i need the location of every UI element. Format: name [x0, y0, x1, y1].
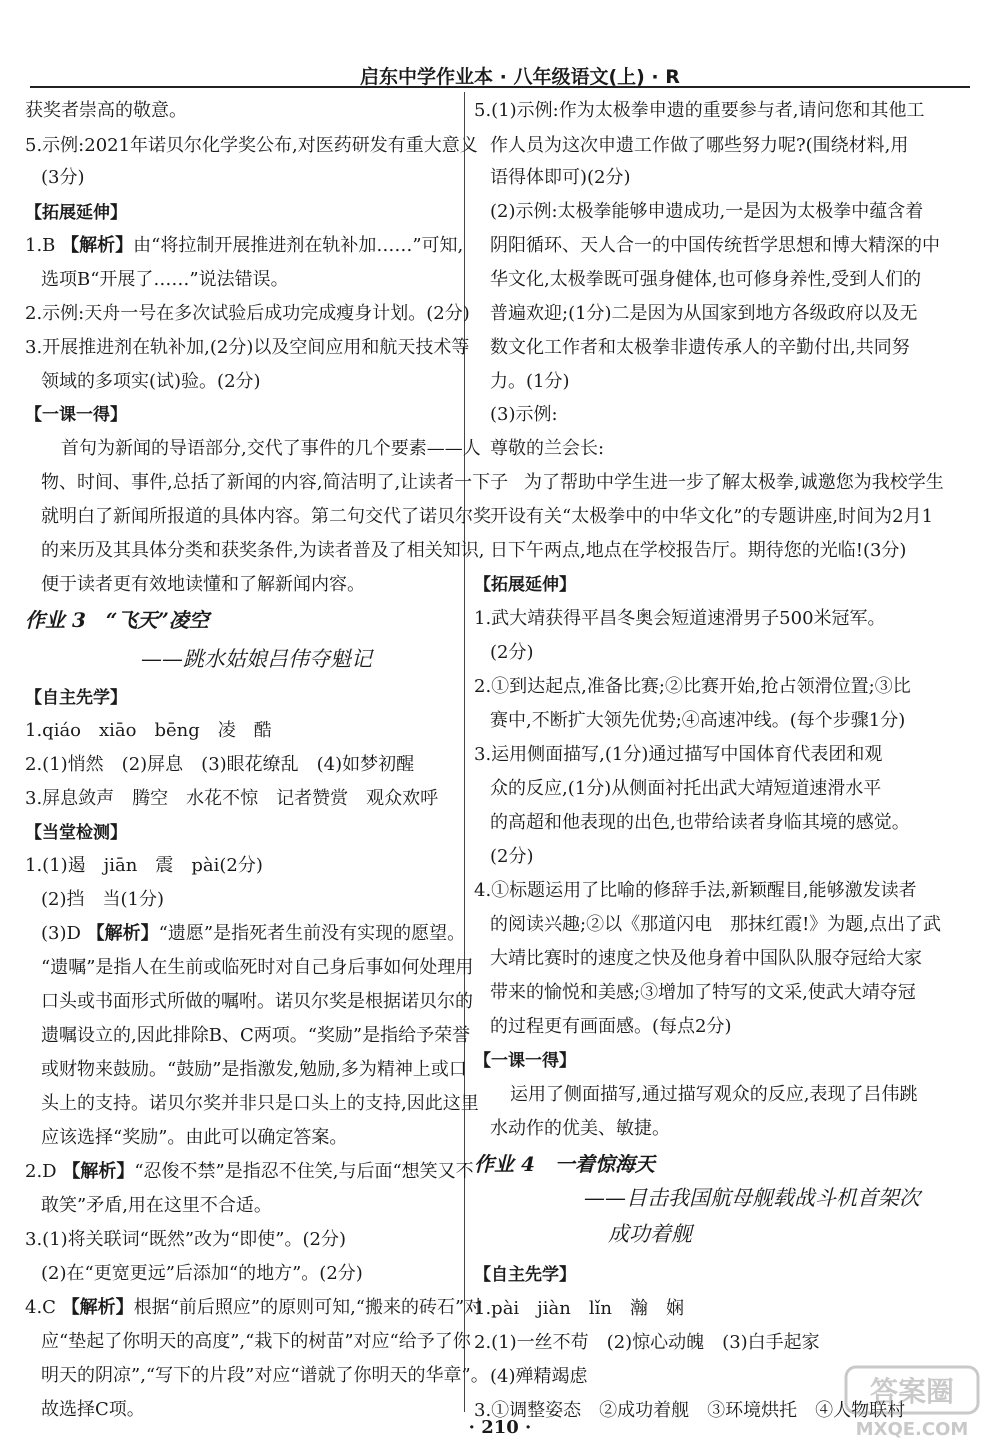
- text-line: (2)示例:太极拳能够申遗成功,一是因为太极拳中蕴含着: [490, 201, 924, 222]
- text-line: 或财物来鼓励。“鼓励”是指激发,勉励,多为精神上或口: [41, 1059, 467, 1080]
- jiexi-label: 【解析】: [62, 1161, 135, 1182]
- text-line: 普遍欢迎;(1分)二是因为从国家到地方各级政府以及无: [490, 303, 918, 324]
- column-divider: [464, 92, 465, 1412]
- section-heading-yike: 【一课一得】: [474, 1051, 576, 1071]
- section-heading-zizhu: 【自主先学】: [25, 688, 127, 708]
- page-number: · 210 ·: [468, 1417, 532, 1438]
- text-line: 的高超和他表现的出色,也带给读者身临其境的感觉。: [490, 812, 910, 833]
- jiexi-label: 【解析】: [86, 923, 159, 944]
- text-line: 尊敬的兰会长:: [490, 438, 605, 459]
- text-line: (3分): [41, 167, 85, 188]
- text-line: 2.(1)悄然 (2)屏息 (3)眼花缭乱 (4)如梦初醒: [25, 754, 415, 775]
- assignment-3-subtitle: ——跳水姑娘吕伟夺魁记: [141, 647, 372, 671]
- text-line: (2)挡 当(1分): [41, 889, 164, 910]
- text-line: (3)D 【解析】“遗愿”是指死者生前没有实现的愿望。: [41, 923, 466, 944]
- assignment-4-title: 作业 4 一着惊海天: [474, 1152, 655, 1176]
- text-line: 华文化,太极拳既可强身健体,也可修身养性,受到人们的: [490, 269, 922, 290]
- text-line: (2分): [490, 846, 534, 867]
- running-header: [30, 62, 970, 88]
- text-line: 阴阳循环、天人合一的中国传统哲学思想和博大精深的中: [490, 235, 940, 256]
- text-line: 水动作的优美、敏捷。: [490, 1118, 670, 1139]
- text-line: (4)殚精竭虑: [490, 1366, 588, 1387]
- text-line: 大靖比赛时的速度之快及他身着中国队队服夺冠给大家: [490, 948, 922, 969]
- text-line: 5.示例:2021年诺贝尔化学奖公布,对医药研发有重大意义: [25, 135, 478, 156]
- text-line: (2)在“更宽更远”后添加“的地方”。(2分): [41, 1263, 363, 1284]
- text-line: 为了帮助中学生进一步了解太极拳,诚邀您为我校学生: [524, 472, 944, 493]
- text-line: 应该选择“奖励”。由此可以确定答案。: [41, 1127, 348, 1148]
- text-line: 3.①调整姿态 ②成功着舰 ③环境烘托 ④人物联村: [474, 1400, 906, 1421]
- text-line: 3.运用侧面描写,(1分)通过描写中国体育代表团和观: [474, 744, 883, 765]
- text-line: (3)示例:: [490, 404, 558, 425]
- text-line: 数文化工作者和太极拳非遗传承人的辛勤付出,共同努: [490, 337, 910, 358]
- text-line: 的来历及其具体分类和获奖条件,为读者普及了相关知识,: [41, 540, 485, 561]
- jiexi-label: 【解析】: [61, 235, 134, 256]
- section-heading-tuozhan: 【拓展延伸】: [474, 575, 576, 595]
- text-line: 3.(1)将关联词“既然”改为“即使”。(2分): [25, 1229, 346, 1250]
- section-heading-dangtang: 【当堂检测】: [25, 823, 127, 843]
- text-line: 应“垫起了你明天的高度”,“栽下的树苗”对应“给予了你: [41, 1331, 471, 1352]
- assignment-4-subtitle-cont: 成功着舰: [608, 1222, 692, 1246]
- text-line: 选项B“开展了……”说法错误。: [41, 269, 289, 290]
- text-line: 4.①标题运用了比喻的修辞手法,新颖醒目,能够激发读者: [474, 880, 917, 901]
- section-heading-zizhu: 【自主先学】: [474, 1265, 576, 1285]
- text-line: 1.qiáo xiāo bēng 凌 酷: [25, 720, 272, 741]
- text-line: 赛中,不断扩大领先优势;④高速冲线。(每个步骤1分): [490, 710, 906, 731]
- text-line: 物、时间、事件,总括了新闻的内容,简洁明了,让读者一下子: [41, 472, 509, 493]
- text-line: 头上的支持。诺贝尔奖并非只是口头上的支持,因此这里: [41, 1093, 479, 1114]
- text-line: 2.(1)一丝不苟 (2)惊心动魄 (3)白手起家: [474, 1332, 820, 1353]
- text-line: 1.(1)遏 jiān 震 pài(2分): [25, 855, 263, 876]
- text-line: 众的反应,(1分)从侧面衬托出武大靖短道速滑水平: [490, 778, 882, 799]
- text-line: 明天的阴凉”,“写下的片段”对应“谱就了你明天的华章”。: [41, 1365, 489, 1386]
- text-line: 日下午两点,地点在学校报告厅。期待您的光临!(3分): [490, 540, 907, 561]
- section-heading-yike: 【一课一得】: [25, 405, 127, 425]
- text-line: 就明白了新闻所报道的具体内容。第二句交代了诺贝尔奖: [41, 506, 491, 527]
- text-line: 便于读者更有效地读懂和了解新闻内容。: [41, 574, 365, 595]
- jiexi-label: 【解析】: [61, 1297, 134, 1318]
- text-line: 4.C 【解析】根据“前后照应”的原则可知,“搬来的砖石”对: [25, 1297, 483, 1318]
- text-line: 2.示例:天舟一号在多次试验后成功完成瘦身计划。(2分): [25, 303, 470, 324]
- text-line: 力。(1分): [490, 371, 570, 392]
- text-line: 1.pài jiàn lǐn 瀚 娴: [474, 1298, 684, 1319]
- text-line: 开设有关“太极拳中的中华文化”的专题讲座,时间为2月1: [490, 506, 934, 527]
- text-line: 故选择C项。: [41, 1399, 145, 1420]
- text-line: 带来的愉悦和美感;③增加了特写的文采,使武大靖夺冠: [490, 982, 916, 1003]
- text-line: 3.屏息敛声 腾空 水花不惊 记者赞赏 观众欢呼: [25, 788, 439, 809]
- assignment-3-title: 作业 3 “飞天”凌空: [25, 608, 209, 632]
- text-line: 3.开展推进剂在轨补加,(2分)以及空间应用和航天技术等: [25, 337, 470, 358]
- text-line: 首句为新闻的导语部分,交代了事件的几个要素——人: [61, 438, 481, 459]
- text-line: 的阅读兴趣;②以《那道闪电 那抹红霞!》为题,点出了武: [490, 914, 942, 935]
- watermark-text-en: MXQE.COM: [855, 1419, 969, 1440]
- assignment-4-subtitle: ——目击我国航母舰载战斗机首架次: [584, 1186, 920, 1210]
- text-line: 作人员为这次申遗工作做了哪些努力呢?(围绕材料,用: [490, 135, 909, 156]
- text-line: 2.①到达起点,准备比赛;②比赛开始,抢占领滑位置;③比: [474, 676, 911, 697]
- text-line: 口头或书面形式所做的嘱咐。诺贝尔奖是根据诺贝尔的: [41, 991, 473, 1012]
- text-line: 1.武大靖获得平昌冬奥会短道速滑男子500米冠军。: [474, 608, 886, 629]
- text-line: 遗嘱设立的,因此排除B、C两项。“奖励”是指给予荣誉: [41, 1025, 471, 1046]
- text-line: “遗嘱”是指人在生前或临死时对自己身后事如何处理用: [41, 957, 474, 978]
- text-line: (2分): [490, 642, 534, 663]
- text-line: 获奖者崇高的敬意。: [25, 100, 187, 121]
- text-line: 2.D 【解析】“忍俊不禁”是指忍不住笑,与后面“想笑又不: [25, 1161, 474, 1182]
- watermark-text-cn: 答案圈: [869, 1375, 955, 1408]
- text-line: 领域的多项实(试)验。(2分): [41, 371, 261, 392]
- text-line: 的过程更有画面感。(每点2分): [490, 1016, 732, 1037]
- header-title: 启东中学作业本 · 八年级语文(上) · R: [360, 66, 680, 88]
- text-line: 语得体即可)(2分): [490, 167, 631, 188]
- text-line: 5.(1)示例:作为太极拳申遗的重要参与者,请问您和其他工: [474, 100, 925, 121]
- text-line: 敢笑”矛盾,用在这里不合适。: [41, 1195, 272, 1216]
- section-heading-tuozhan: 【拓展延伸】: [25, 203, 127, 223]
- text-line: 运用了侧面描写,通过描写观众的反应,表现了吕伟跳: [510, 1084, 918, 1105]
- watermark-logo: [842, 1363, 982, 1441]
- text-line: 1.B 【解析】由“将拉制开展推进剂在轨补加……”可知,: [25, 235, 464, 256]
